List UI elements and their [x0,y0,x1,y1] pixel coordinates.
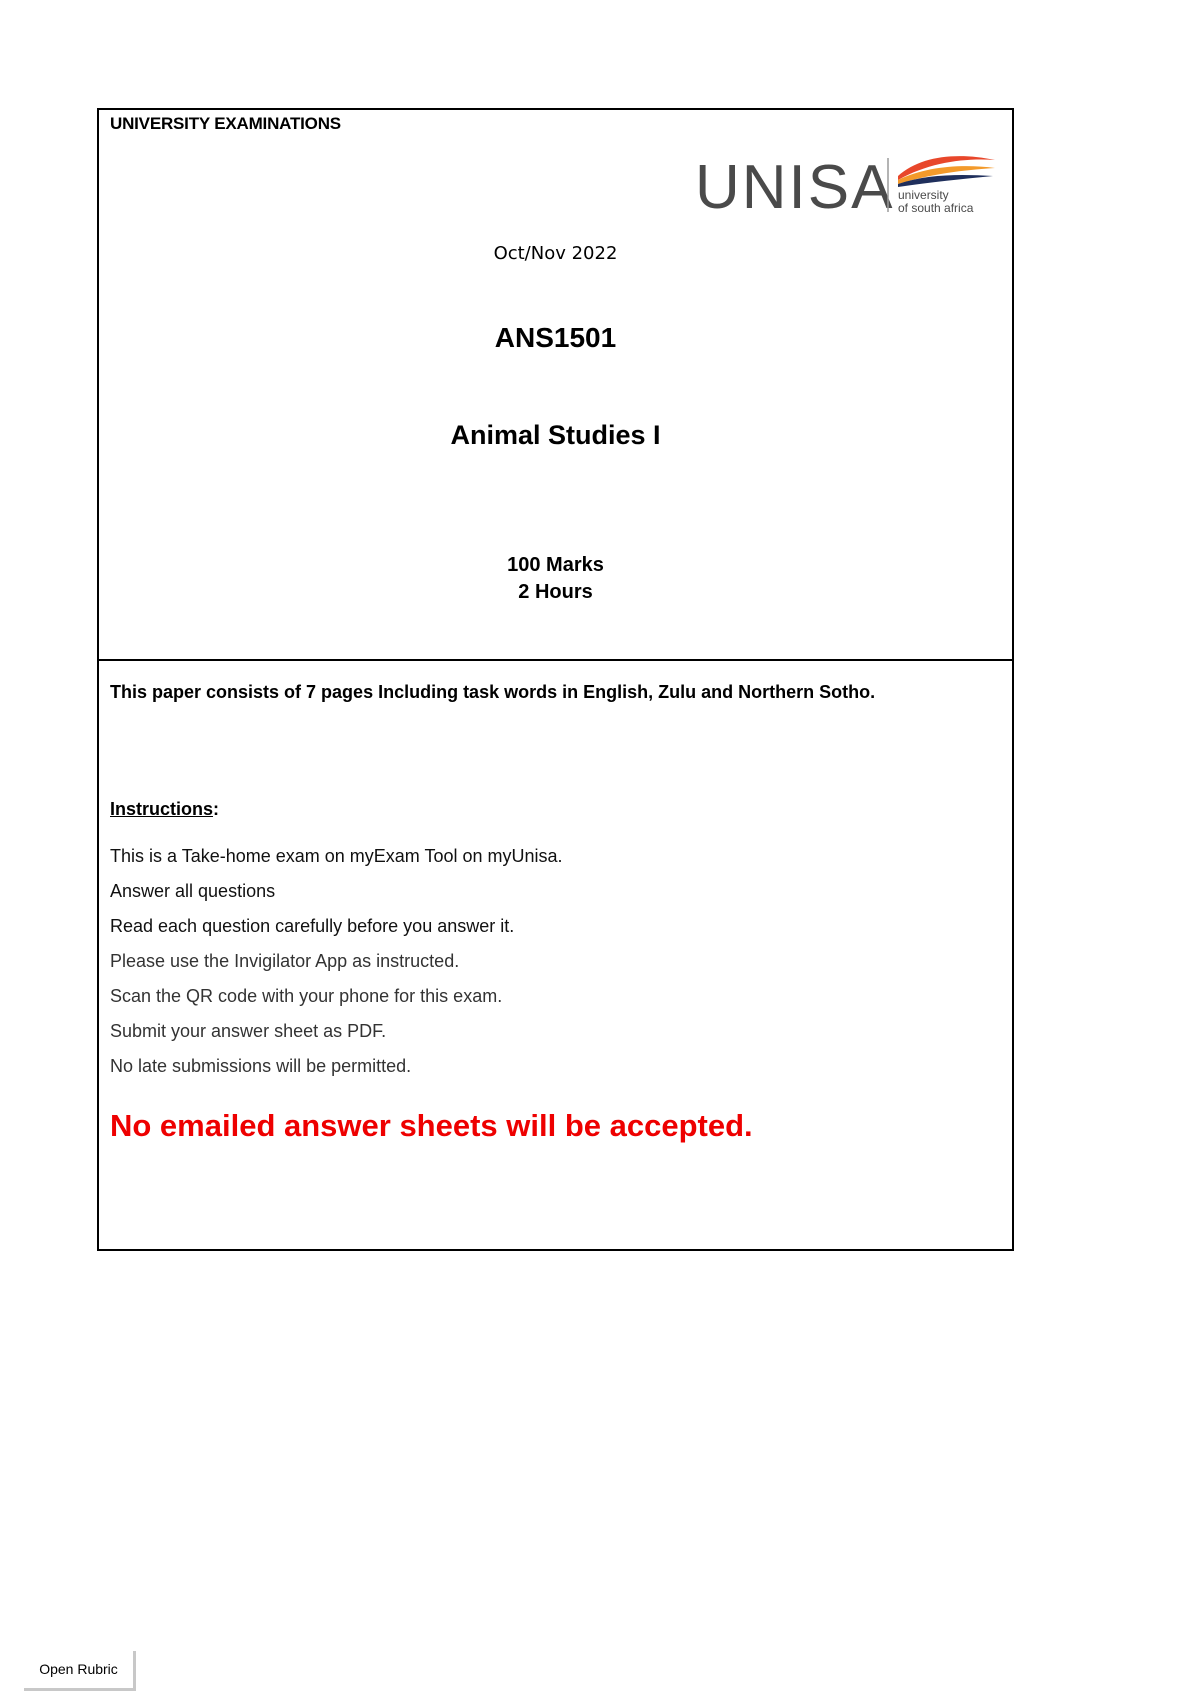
list-item: This is a Take-home exam on myExam Tool on myUnisa. [110,846,563,866]
list-item: Scan the QR code with your phone for this exam. [110,986,503,1006]
pages-note: This paper consists of 7 pages Including task words in English, Zulu and Northern Sotho. [110,682,876,702]
logo-tagline-line1: university [898,188,949,202]
list-item: No late submissions will be permitted. [110,1056,412,1076]
cover-section [99,110,1012,661]
instructions-list [110,846,563,1091]
list-item: Submit your answer sheet as PDF. [110,1021,387,1041]
list-item: Please use the Invigilator App as instructed. [110,951,460,971]
instructions-heading-text: Instructions [110,799,214,819]
total-marks: 100 Marks [507,554,604,576]
marks-duration [99,552,1012,606]
logo-tagline-line2: of south africa [898,201,974,215]
unisa-logo [695,146,1000,216]
exam-date: Oct/Nov 2022 [493,243,618,264]
instructions-heading-colon: : [213,799,220,819]
list-item: Answer all questions [110,881,276,901]
open-rubric-button[interactable]: Open Rubric [24,1651,136,1691]
list-item: Read each question carefully before you answer it. [110,916,515,936]
duration: 2 Hours [518,581,593,603]
course-name: Animal Studies I [450,420,661,450]
instructions-heading [110,799,219,820]
university-examinations-label: UNIVERSITY EXAMINATIONS [110,114,341,133]
no-email-warning: No emailed answer sheets will be accepted. [110,1108,753,1143]
course-code: ANS1501 [494,322,617,353]
unisa-wordmark: UNISA [695,153,895,216]
exam-cover-box [97,108,1014,1251]
